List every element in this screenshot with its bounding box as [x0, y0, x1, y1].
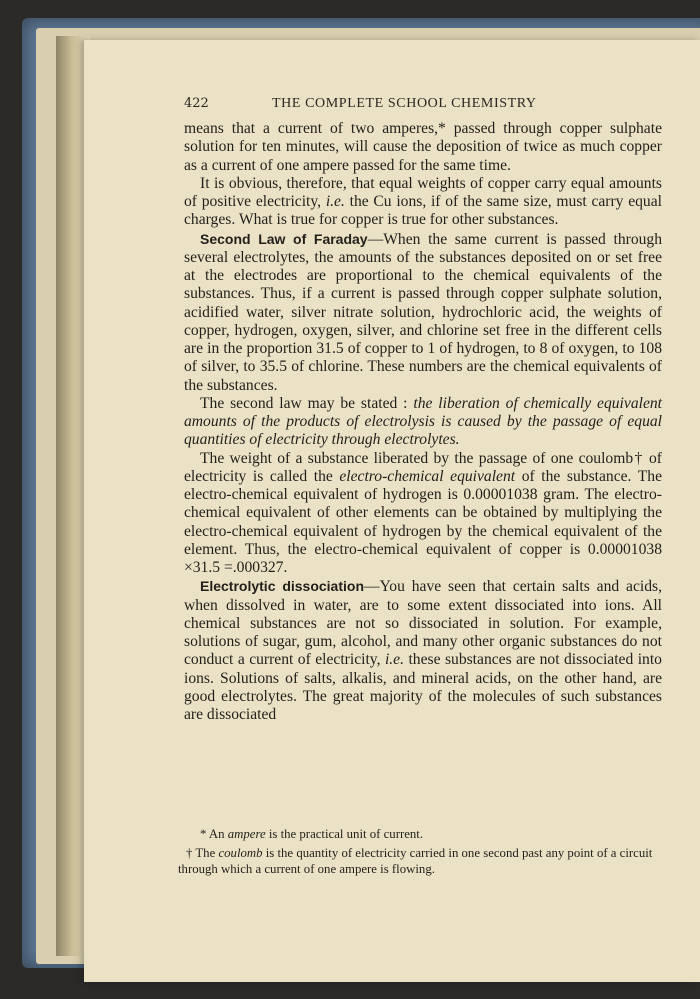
footnotes: [178, 826, 666, 880]
page-number: 422: [184, 96, 209, 111]
paragraph-second-law: Second Law of Faraday—When the same current is passed through several electrolytes, the amounts of the substances deposited on or set free at the electrodes are proportional to the chemical equivalents of the substances. Thus, if a current is passed through copper sulphate solution, acidified water, silver nitrate solution, hydrochloric acid, the weights of copper, hydrogen, oxygen, silver, and chlorine set free in the different cells are in the proportion 31.5 of copper to 1 of hydrogen, to 8 of oxygen, to 108 of silver, to 35.5 of chlorine. These numbers are the chemical equivalents of the substances.: [184, 230, 663, 394]
paragraph-law-statement: The second law may be stated : the liberation of chemically equivalent amounts of the products of electrolysis is caused by the passage of equal quantities of electricity through electrolytes.: [184, 394, 662, 449]
page-header: [184, 96, 664, 114]
law-statement: the liberation of chemically equivalent amounts of the products of electrolysis is caused by the passage of equal quantities of electricity through electrolytes.: [184, 394, 662, 449]
term-electro-chemical-equivalent: electro-chemical equivalent: [339, 467, 516, 485]
paragraph-2: It is obvious, therefore, that equal weights of copper carry equal amounts of positive electricity, i.e. the Cu ions, if of the same size, must carry equal charges. What is true for copper is true for other substances.: [184, 174, 662, 229]
paragraph-electro-chemical: The weight of a substance liberated by the passage of one coulomb† of electricity is called the electro-chemical equivalent of the substance. The electro-chemical equivalent of hydrogen is 0.00001038 gram. The electro-chemical equivalent of other elements can be obtained by multiplying the electro-chemical equivalent of hydrogen by the chemical equivalent of the element. Thus, the electro-chemical equivalent of copper is 0.00001038 ×31.5 =.000327.: [184, 449, 662, 576]
running-title: THE COMPLETE SCHOOL CHEMISTRY: [272, 96, 537, 111]
section-heading-second-law: Second Law of Faraday: [200, 230, 368, 247]
abbrev-ie: i.e.: [325, 193, 345, 210]
paragraph-dissociation: Electrolytic dissociation—You have seen that certain salts and acids, when dissolved in water, are to some extent dissociated into ions. All chemical substances are not so dissociated in solution. For example, solutions of sugar, gum, alcohol, and many other organic substances do not conduct a current of electricity, i.e. these substances are not dissociated into ions. Solutions of salts, alkalis, and mineral acids, on the other hand, are good electrolytes. The great majority of the molecules of such substances are dissociated: [184, 578, 662, 723]
section-heading-dissociation: Electrolytic dissociation: [200, 578, 365, 595]
paragraph-1: means that a current of two amperes,* passed through copper sulphate solution for ten minutes, will cause the deposition of twice as much copper as a current of one ampere passed for the same time.: [184, 120, 662, 174]
body-text: [184, 120, 662, 724]
footnote-ampere: * An ampere is the practical unit of current.: [200, 827, 424, 841]
footnote-coulomb: † The coulomb is the quantity of electricity carried in one second past any point of a circuit through which a current of one ampere is flowing.: [178, 846, 653, 876]
abbrev-ie: i.e.: [384, 651, 404, 669]
